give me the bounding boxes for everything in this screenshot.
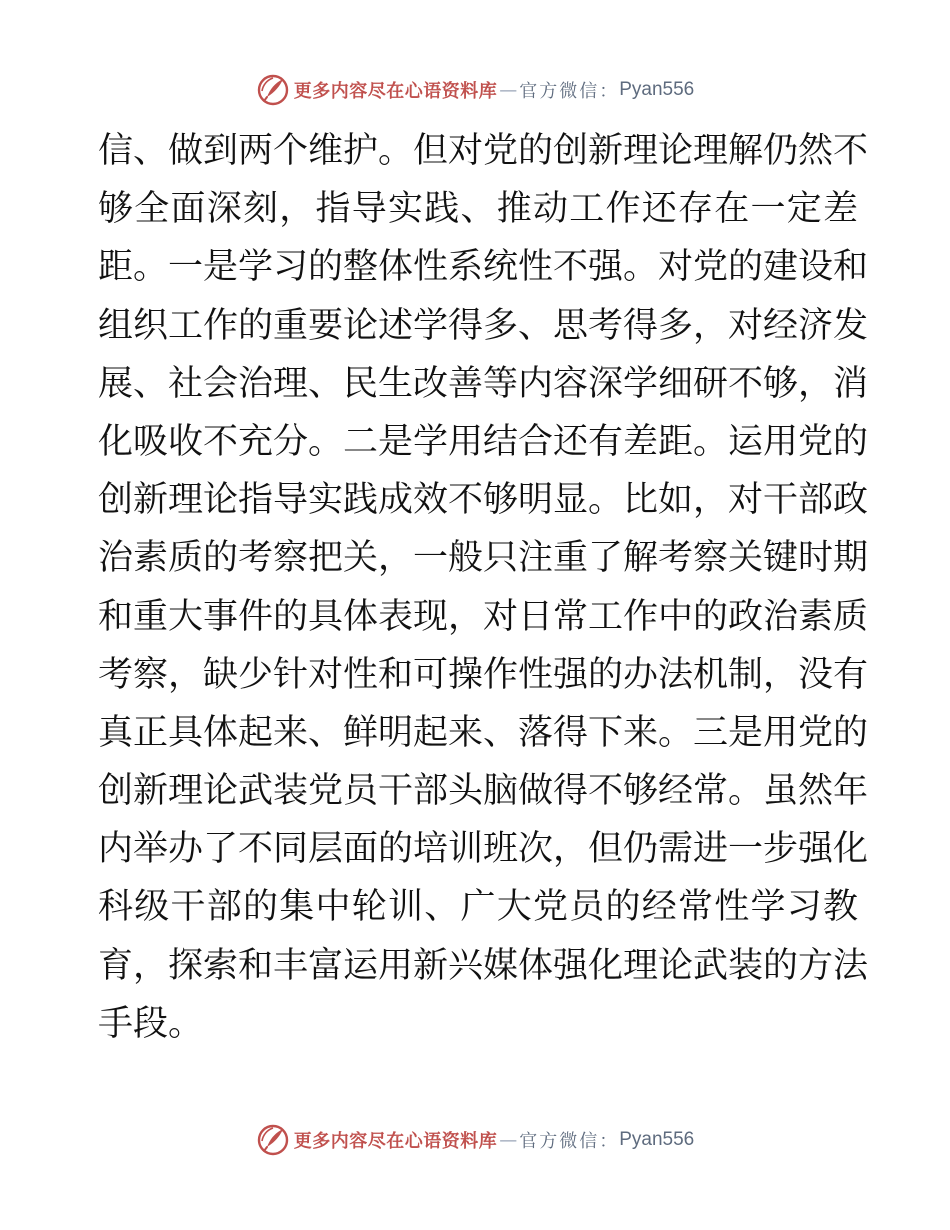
body-line: 信、做到两个维护。但对党的创新理论理解仍然不: [98, 131, 869, 171]
wechat-id: Pyan556: [619, 79, 695, 100]
body-line: 创新理论指导实践成效不够明显。比如，对干部政: [98, 480, 869, 521]
body-line: 化吸收不充分。二是学用结合还有差距。运用党的: [98, 421, 869, 462]
body-line: 育，探索和丰富运用新兴媒体强化理论武装的方法: [98, 945, 869, 986]
body-line: 距。一是学习的整体性系统性不强。对党的建设和: [98, 247, 869, 288]
promo-text: 更多内容尽在心语资料库: [293, 81, 498, 102]
body-line: 创新理论武装党员干部头脑做得不够经常。虽然年: [98, 771, 869, 812]
official-wechat-label: 官方微信：: [519, 1131, 620, 1152]
banner-separator: —: [499, 79, 518, 101]
body-line: 展、社会治理、民生改善等内容深学细研不够，消: [98, 363, 869, 404]
quill-pen-logo-icon: [256, 1123, 290, 1157]
body-line: 组织工作的重要论述学得多、思考得多，对经济发: [98, 305, 869, 346]
quill-pen-logo-icon: [256, 73, 290, 107]
body-line: 手段。: [98, 1003, 204, 1044]
official-wechat-label: 官方微信：: [519, 81, 620, 102]
header-banner: [0, 72, 950, 108]
body-line: 内举办了不同层面的培训班次，但仍需进一步强化: [98, 829, 869, 870]
body-line: 科级干部的集中轮训、广大党员的经常性学习教: [98, 887, 858, 928]
promo-text: 更多内容尽在心语资料库: [293, 1131, 498, 1152]
body-line: 真正具体起来、鲜明起来、落得下来。三是用党的: [98, 712, 869, 753]
body-line: 考察，缺少针对性和可操作性强的办法机制，没有: [98, 654, 869, 695]
body-line: 和重大事件的具体表现，对日常工作中的政治素质: [98, 596, 869, 637]
document-body: [98, 122, 869, 1053]
body-line: 治素质的考察把关，一般只注重了解考察关键时期: [98, 538, 869, 579]
body-line: 够全面深刻，指导实践、推动工作还存在一定差: [98, 189, 858, 230]
footer-banner: [0, 1122, 950, 1158]
wechat-id: Pyan556: [619, 1129, 695, 1150]
banner-separator: —: [499, 1129, 518, 1151]
